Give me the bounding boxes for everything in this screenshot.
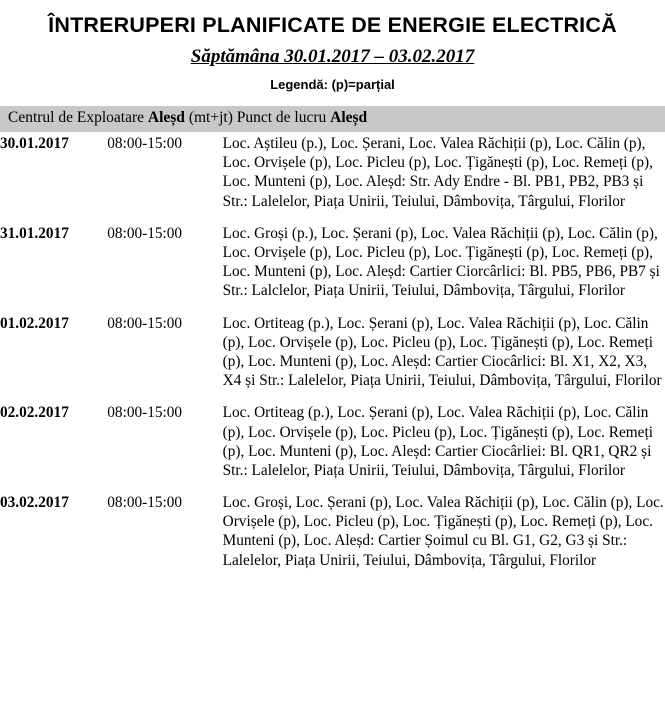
row-description: Loc. Aștileu (p.), Loc. Șerani, Loc. Valea Răchiții (p), Loc. Călin (p), Loc. Orvișele (p), Loc. Picleu (p), Loc. Țigănești (p), Loc. Remeți (p), Loc. Munteni (p), Loc. Aleșd: Str. Ady Endre - Bl. PB1, PB2, PB3 și Str.: Lalelelor, Piața Unirii, Teiului, Dâmbovița, Târgului, Florilor bbox=[222, 135, 653, 210]
row-time: 08:00-15:00 bbox=[107, 224, 183, 242]
spacer-cell bbox=[223, 213, 665, 222]
row-date: 01.02.2017 bbox=[0, 314, 69, 332]
row-date: 31.01.2017 bbox=[0, 224, 69, 242]
row-date: 03.02.2017 bbox=[0, 494, 69, 512]
row-description: Loc. Ortiteag (p.), Loc. Șerani (p), Loc. Valea Răchiții (p), Loc. Călin (p), Loc. Orvișele (p), Loc. Picleu (p), Loc. Țigănești (p), Loc. Remeți (p), Loc. Munteni (p), Loc. Aleșd: Cartier Ciocârliei: Bl. QR1, QR2 și Str.: Lalelelor, Piața Unirii, Teiului, Dâmbovița, Târgului, Florilor bbox=[222, 404, 653, 479]
section-header-prefix: Centrul de Exploatare bbox=[8, 109, 148, 127]
row-date: 02.02.2017 bbox=[0, 404, 69, 422]
row-spacer bbox=[0, 303, 665, 312]
row-date: 30.01.2017 bbox=[0, 135, 69, 153]
week-label: Săptămâna bbox=[190, 45, 280, 67]
row-spacer bbox=[0, 392, 665, 401]
section-header bbox=[0, 106, 665, 132]
spacer-cell bbox=[107, 482, 222, 491]
table-row bbox=[0, 312, 665, 393]
week-range: 30.01.2017 – 03.02.2017 bbox=[284, 45, 475, 67]
document-page bbox=[0, 14, 665, 572]
spacer-cell bbox=[107, 213, 222, 222]
section-header-middle: (mt+jt) Punct de lucru bbox=[184, 109, 331, 127]
table-row bbox=[0, 491, 665, 572]
section-header-worksite-name: Aleșd bbox=[330, 109, 368, 127]
row-time: 08:00-15:00 bbox=[107, 314, 183, 332]
legend-note: Legendă: (p)=parțial bbox=[270, 77, 395, 93]
spacer-cell bbox=[0, 482, 107, 491]
spacer-cell bbox=[0, 392, 107, 401]
week-subtitle-underlined bbox=[191, 46, 474, 67]
row-time: 08:00-15:00 bbox=[107, 494, 183, 512]
table-row bbox=[0, 132, 665, 213]
row-time: 08:00-15:00 bbox=[107, 135, 183, 153]
spacer-cell bbox=[223, 303, 665, 312]
spacer-cell bbox=[107, 392, 222, 401]
spacer-cell bbox=[0, 213, 107, 222]
table-row bbox=[0, 222, 665, 303]
section-header-center-name: Aleșd bbox=[147, 109, 185, 127]
spacer-cell bbox=[223, 392, 665, 401]
row-time: 08:00-15:00 bbox=[107, 404, 183, 422]
week-subtitle bbox=[0, 46, 665, 68]
spacer-cell bbox=[107, 303, 222, 312]
spacer-cell bbox=[0, 303, 107, 312]
outages-table bbox=[0, 132, 665, 572]
row-spacer bbox=[0, 482, 665, 491]
spacer-cell bbox=[223, 482, 665, 491]
table-row bbox=[0, 401, 665, 482]
row-description: Loc. Ortiteag (p.), Loc. Șerani (p), Loc. Valea Răchiții (p), Loc. Călin (p), Loc. Orvișele (p), Loc. Picleu (p), Loc. Țigănești (p), Loc. Remeți (p), Loc. Munteni (p), Loc. Aleșd: Cartier Ciocârlici: Bl. X1, X2, X3, X4 și Str.: Lalelelor, Piața Unirii, Teiului, Dâmbovița, Târgului, Florilor bbox=[222, 314, 662, 390]
row-description: Loc. Groși, Loc. Șerani (p), Loc. Valea Răchiții (p), Loc. Călin (p), Loc. Orvișele (p), Loc. Picleu (p), Loc. Țigănești (p), Loc. Remeți (p), Loc. Munteni (p), Loc. Aleșd: Cartier Șoimul cu Bl. G1, G2, G3 și Str.: Lalelelor, Piața Unirii, Teiului, Dâmbovița, Târgului, Florilor bbox=[222, 494, 664, 569]
page-title: ÎNTRERUPERI PLANIFICATE DE ENERGIE ELECTRICĂ bbox=[48, 13, 617, 37]
row-description: Loc. Groși (p.), Loc. Șerani (p), Loc. Valea Răchiții (p), Loc. Călin (p), Loc. Orvișele (p), Loc. Picleu (p), Loc. Țigănești (p), Loc. Remeți (p), Loc. Munteni (p), Loc. Aleșd: Cartier Ciorcârlici: Bl. PB5, PB6, PB7 și Str.: Lalclelor, Piața Unirii, Teiului, Dâmbovița, Târgului, Florilor bbox=[222, 224, 660, 300]
row-spacer bbox=[0, 213, 665, 222]
